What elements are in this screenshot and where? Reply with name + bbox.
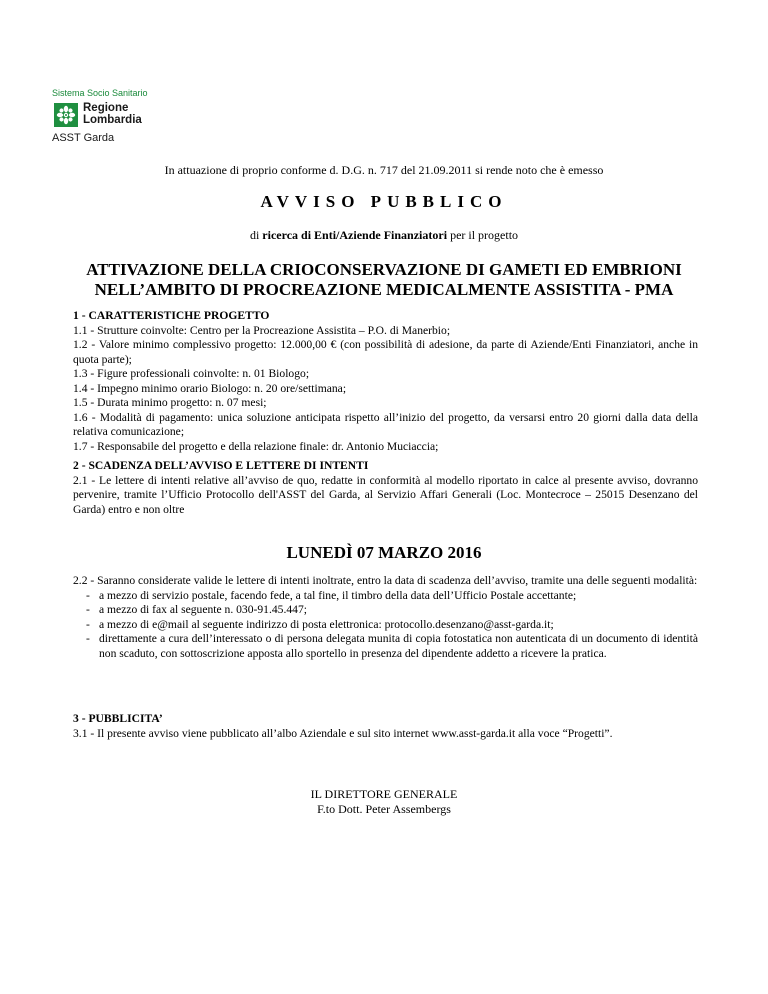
document-subheading: di ricerca di Enti/Aziende Finanziatori per il progetto <box>249 228 519 242</box>
deadline-date: LUNEDÌ 07 MARZO 2016 <box>286 543 482 562</box>
signature-role: IL DIRETTORE GENERALE <box>310 787 458 801</box>
list-item: - a mezzo di e@mail al seguente indirizzo di posta elettronica: protocollo.desenzano@asst-garda.it; <box>86 617 554 631</box>
section-heading: 3 - PUBBLICITA’ <box>73 712 163 725</box>
list-item: 1.7 - Responsabile del progetto e della relazione finale: dr. Antonio Muciaccia; <box>73 439 439 453</box>
list-item: 1.5 - Durata minimo progetto: n. 07 mesi; <box>73 396 267 409</box>
section-publicity <box>73 712 698 741</box>
logo-org: ASST Garda <box>52 132 115 144</box>
list-item: 1.4 - Impegno minimo orario Biologo: n. 20 ore/settimana; <box>73 381 347 395</box>
list-item: 1.6 - Modalità di pagamento: unica soluzione anticipata rispetto all’inizio del progetto, da versarsi entro 20 giorni dalla data della relativa comunicazione; <box>73 410 698 438</box>
lombardia-rose-icon <box>54 103 78 127</box>
list-item: 1.1 - Strutture coinvolte: Centro per la Procreazione Assistita – P.O. di Manerbio; <box>73 323 451 337</box>
section-characteristics <box>73 309 698 454</box>
intro-text: In attuazione di proprio conforme d. D.G. n. 717 del 21.09.2011 si rende noto che è emesso <box>164 163 604 177</box>
list-item: - a mezzo di servizio postale, facendo fede, a tal fine, il timbro della data dell’Ufficio Postale accettante; <box>86 588 577 602</box>
asst-garda-logo <box>52 88 172 150</box>
signature-name: F.to Dott. Peter Assembergs <box>317 802 451 816</box>
list-item: - direttamente a cura dell’interessato o di persona delegata munita di copia fotostatica non autenticata di un documento di identità non scaduto, con sottoscrizione apposta allo sportello in presenza del dipendente addetto a ricevere la pratica. <box>86 632 698 660</box>
logo-tagline: Sistema Socio Sanitario <box>52 88 148 98</box>
paragraph: 3.1 - Il presente avviso viene pubblicato all’albo Aziendale e sul sito internet www.asst-garda.it alla voce “Progetti”. <box>73 726 613 740</box>
section-deadline <box>73 459 698 517</box>
paragraph: 2.2 - Saranno considerate valide le lettere di intenti inoltrate, entro la data di scadenza dell’avviso, tramite una delle seguenti modalità: <box>73 574 698 587</box>
section-deadline-modes <box>73 574 698 661</box>
section-heading: 2 - SCADENZA DELL’AVVISO E LETTERE DI INTENTI <box>73 459 369 472</box>
list-item: 1.2 - Valore minimo complessivo progetto: 12.000,00 € (con possibilità di adesione, da parte di Aziende/Enti Finanziatori, anche in quota parte); <box>73 338 698 366</box>
list-item: - a mezzo di fax al seguente n. 030-91.45.447; <box>86 603 307 616</box>
document-heading: AVVISO PUBBLICO <box>260 192 508 211</box>
project-title: ATTIVAZIONE DELLA CRIOCONSERVAZIONE DI GAMETI ED EMBRIONI NELL’AMBITO DI PROCREAZIONE MEDICALMENTE ASSISTITA - PMA <box>86 260 682 299</box>
logo-region: Regione Lombardia <box>83 102 142 126</box>
signature <box>0 787 768 817</box>
section-heading: 1 - CARATTERISTICHE PROGETTO <box>73 309 270 322</box>
list-item: 1.3 - Figure professionali coinvolte: n. 01 Biologo; <box>73 367 310 380</box>
paragraph: 2.1 - Le lettere di intenti relative all’avviso de quo, redatte in conformità al modello riportato in calce al presente avviso, dovranno pervenire, tramite l’Ufficio Protocollo dell'ASST del Garda, al Servizio Affari Generali (Loc. Montecroce – 25015 Desenzano del Garda) entro e non oltre <box>73 473 698 516</box>
